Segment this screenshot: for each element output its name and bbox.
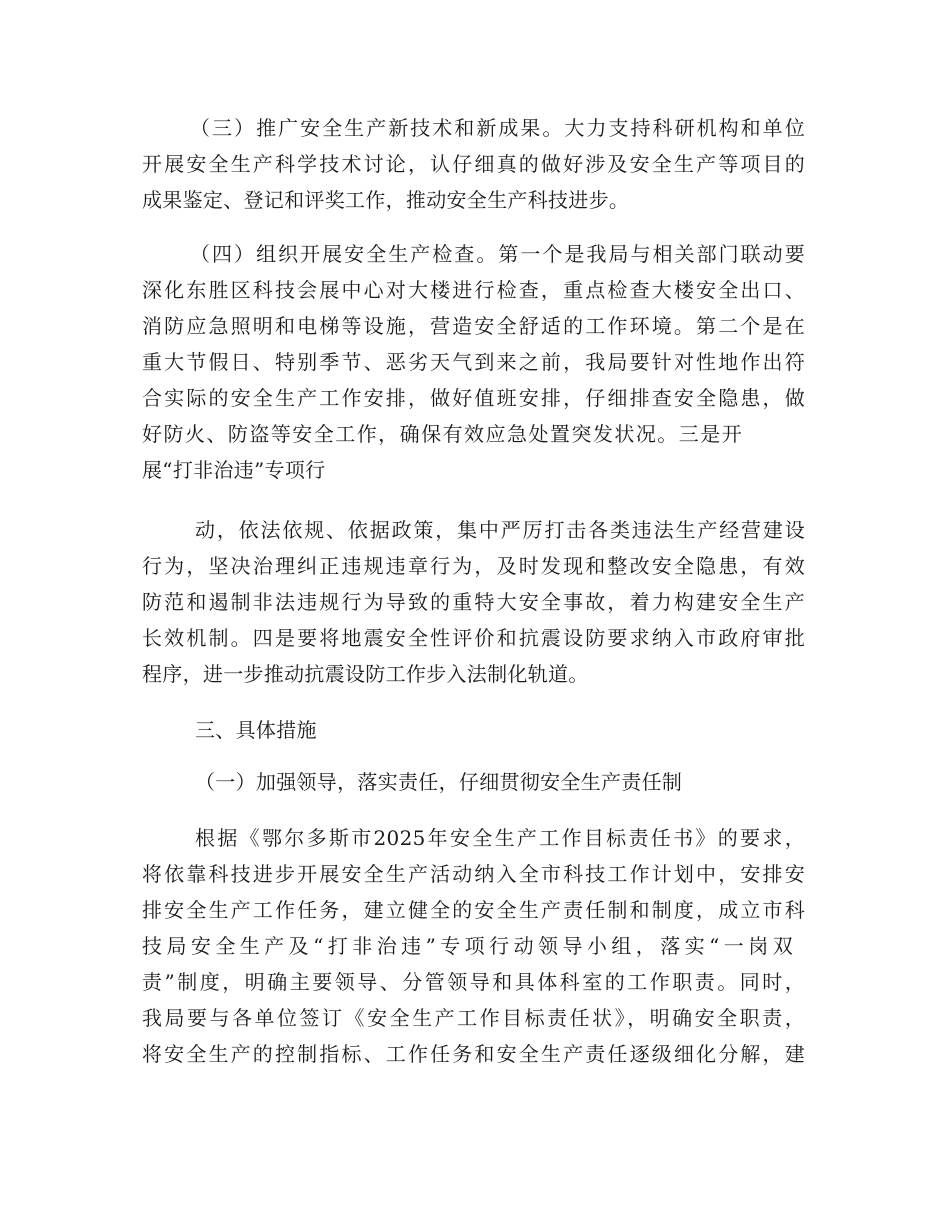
- paragraph-4-line-1: （四）组织开展安全生产检查。第一个是我局与相关部门联动要: [190, 242, 805, 266]
- paragraph-4-line-7: 展“打非治违”专项行: [142, 458, 326, 482]
- paragraph-3-line-3: 成果鉴定、登记和评奖工作，推动安全生产科技进步。: [142, 188, 630, 212]
- paragraph-5-line-4: 长效机制。四是要将地震安全性评价和抗震设防要求纳入市政府审批: [142, 626, 805, 650]
- paragraph-4-line-4: 重大节假日、特别季节、恶劣天气到来之前，我局要针对性地作出符: [142, 350, 805, 374]
- paragraph-5-line-1: 动，依法依规、依据政策，集中严厉打击各类违法生产经营建设: [195, 518, 805, 542]
- paragraph-3-line-1: （三）推广安全生产新技术和新成果。大力支持科研机构和单位: [190, 116, 805, 140]
- paragraph-4-line-2: 深化东胜区科技会展中心对大楼进行检查，重点检查大楼安全出口、: [142, 278, 805, 302]
- paragraph-6-line-7: 将安全生产的控制指标、工作任务和安全生产责任逐级细化分解，建: [142, 1042, 805, 1066]
- paragraph-4-line-6: 好防火、防盗等安全工作，确保有效应急处置突发状况。三是开: [142, 422, 742, 446]
- paragraph-6-line-4: 技局安全生产及“打非治违”专项行动领导小组，落实“一岗双: [142, 934, 793, 958]
- section-heading-measures: 三、具体措施: [195, 718, 317, 742]
- paragraph-6-line-1: 根据《鄂尔多斯市2025年安全生产工作目标责任书》的要求，: [195, 826, 805, 850]
- paragraph-5-line-5: 程序，进一步推动抗震设防工作步入法制化轨道。: [142, 662, 589, 686]
- subsection-heading-1: （一）加强领导，落实责任，仔细贯彻安全生产责任制: [195, 770, 683, 794]
- paragraph-5-line-3: 防范和遏制非法违规行为导致的重特大安全事故，着力构建安全生产: [142, 590, 805, 614]
- paragraph-6-line-2: 将依靠科技进步开展安全生产活动纳入全市科技工作计划中，安排安: [142, 862, 805, 886]
- paragraph-5-line-2: 行为，坚决治理纠正违规违章行为，及时发现和整改安全隐患，有效: [142, 554, 805, 578]
- paragraph-3-line-2: 开展安全生产科学技术讨论，认仔细真的做好涉及安全生产等项目的: [142, 152, 805, 176]
- paragraph-6-line-3: 排安全生产工作任务，建立健全的安全生产责任制和制度，成立市科: [142, 898, 805, 922]
- paragraph-6-line-6: 我局要与各单位签订《安全生产工作目标责任状》，明确安全职责，: [142, 1006, 805, 1030]
- paragraph-6-line-5: 责”制度，明确主要领导、分管领导和具体科室的工作职责。同时，: [142, 970, 805, 994]
- paragraph-4-line-3: 消防应急照明和电梯等设施，营造安全舒适的工作环境。第二个是在: [142, 314, 805, 338]
- paragraph-4-line-5: 合实际的安全生产工作安排，做好值班安排，仔细排查安全隐患，做: [142, 386, 805, 410]
